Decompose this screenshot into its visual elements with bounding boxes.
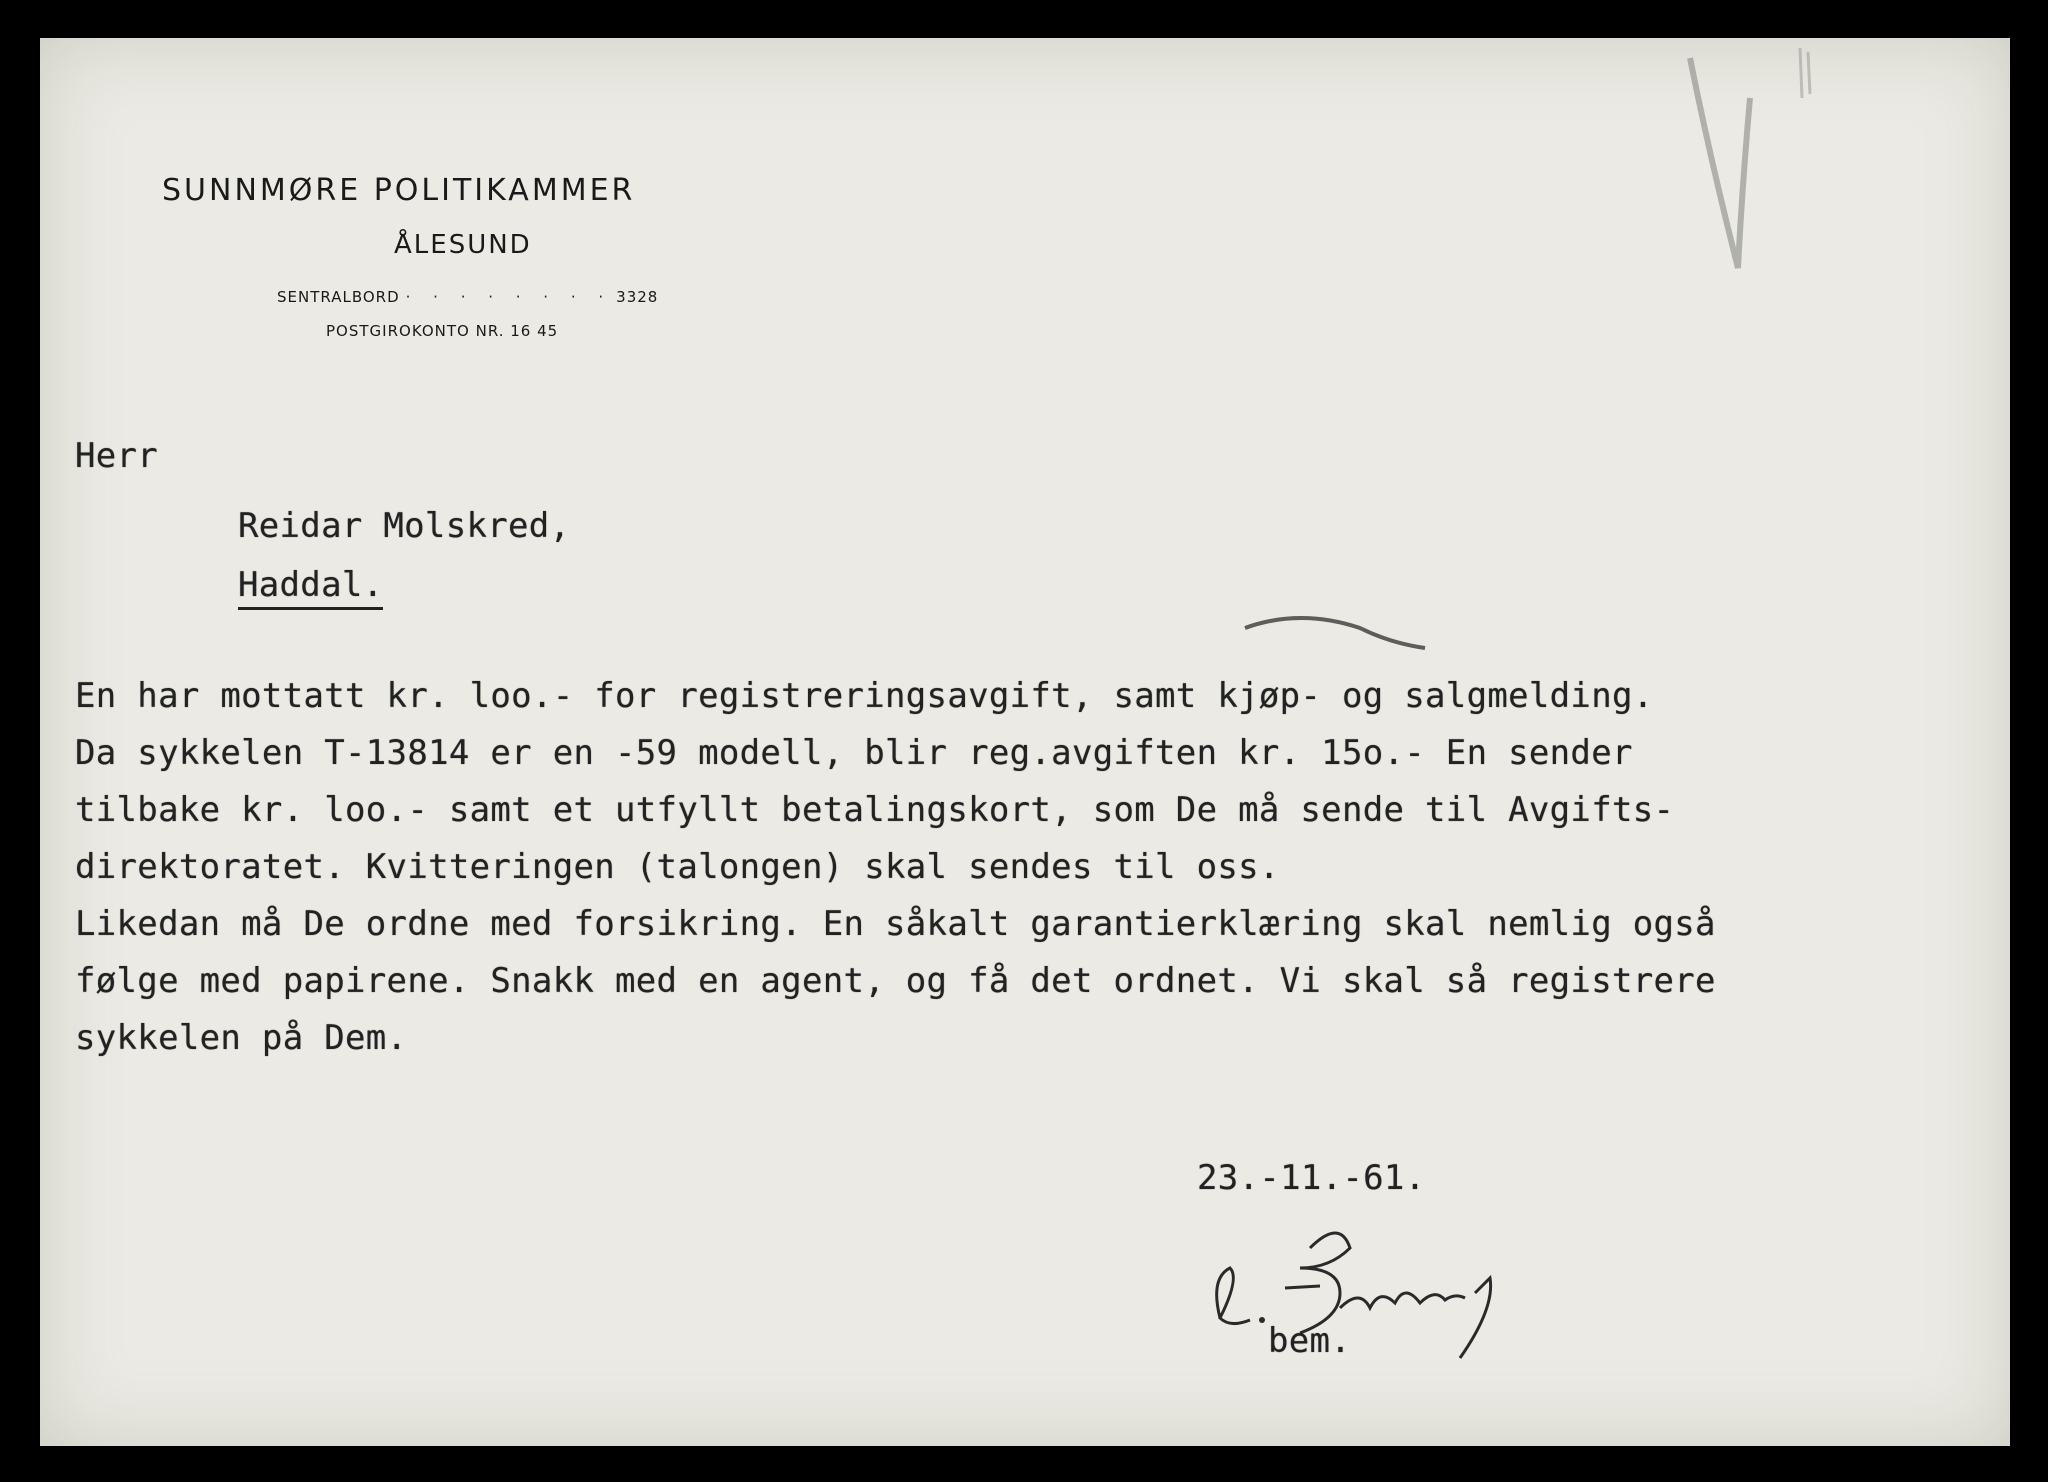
body-line-7: sykkelen på Dem. [75,1018,408,1058]
letterhead-city: ÅLESUND [394,230,532,260]
letterhead-organization: SUNNMØRE POLITIKAMMER [162,173,636,208]
letter-paper [40,38,2010,1446]
letterhead-switchboard [277,288,658,306]
pen-stroke-mark [1240,608,1440,668]
recipient-name: Reidar Molskred, [238,506,571,546]
switchboard-number: 3328 [616,288,659,306]
recipient-place: Haddal. [238,565,383,610]
letterhead-postgiro: POSTGIROKONTO NR. 16 45 [326,322,559,340]
signer-title: bem. [1268,1321,1352,1361]
body-line-1: En har mottatt kr. loo.- for registreringsavgift, samt kjøp- og salgmelding. [75,676,1654,716]
body-line-3: tilbake kr. loo.- samt et utfyllt betalingskort, som De må sende til Avgifts- [75,790,1675,830]
letter-date: 23.-11.-61. [1197,1158,1426,1198]
body-line-5: Likedan må De ordne med forsikring. En såkalt garantierklæring skal nemlig også [75,904,1716,944]
body-line-4: direktoratet. Kvitteringen (talongen) skal sendes til oss. [75,847,1280,887]
body-line-6: følge med papirene. Snakk med en agent, og få det ordnet. Vi skal så registrere [75,961,1716,1001]
switchboard-label: SENTRALBORD [277,288,400,306]
salutation: Herr [75,436,159,476]
handwritten-signature [1190,1208,1550,1368]
switchboard-dots: · · · · · · · · [405,288,613,306]
body-line-2: Da sykkelen T-13814 er en -59 modell, blir reg.avgiften kr. 15o.- En sender [75,733,1633,773]
